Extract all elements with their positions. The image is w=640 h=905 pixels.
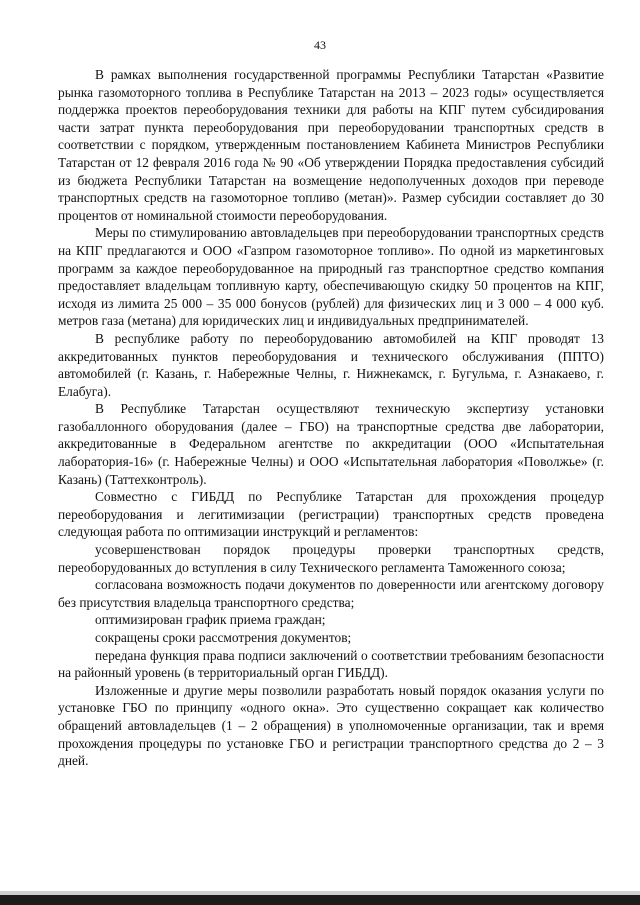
list-item-schedule: оптимизирован график приема граждан; [95, 612, 326, 628]
list-item-proxy-submission: согласована возможность подачи документов по доверенности или агентскому договору без присутствия владельца транспортного средства; [58, 577, 604, 610]
paragraph-subsidy-program: В рамках выполнения государственной программы Республики Татарстан «Развитие рынка газомоторного топлива в Республике Татарстан на 2013 – 2023 годы» осуществляется поддержка проектов переоборудования техники для работы на КПГ путем субсидирования части затрат пункта переоборудования при переоборудовании транспортных средств в соответствии с порядком, утвержденным постановлением Кабинета Министров Республики Татарстан от 12 февраля 2016 года № 90 «Об утверждении Порядка предоставления субсидий из бюджета Республики Татарстан на возмещение недополученных доходов при переводе транспортных средств на газомоторное топливо (метан)». Размер субсидии составляет до 30 процентов от номинальной стоимости переоборудования. [58, 67, 604, 223]
scan-edge-bar [0, 895, 640, 905]
document-body [58, 66, 604, 770]
list-item-inspection-procedure: усовершенствован порядок процедуры проверки транспортных средств, переоборудованных до вступления в силу Технического регламента Таможенного союза; [58, 542, 604, 575]
list-item-signature-delegation: передана функция права подписи заключений о соответствии требованиям безопасности на районный уровень (в территориальный орган ГИБДД). [58, 647, 604, 681]
paragraph-gibdd-cooperation: Совместно с ГИБДД по Республике Татарстан для прохождения процедур переоборудования и легитимизации (регистрации) транспортных средств проведена следующая работа по оптимизации инструкций и регламентов: [58, 489, 604, 540]
page-number: 43 [314, 38, 326, 52]
paragraph-one-window-conclusion: Изложенные и другие меры позволили разработать новый порядок оказания услуги по установке ГБО по принципу «одного окна». Это существенно сокращает как количество обращений автовладельцев (1 – 2 обращения) в уполномоченные организации, так и время прохождения процедуры по установке ГБО и регистрации транспортного средства до 2 – 3 дней. [58, 682, 604, 769]
paragraph-laboratories: В Республике Татарстан осуществляют техническую экспертизу установки газобаллонного оборудования (далее – ГБО) на транспортные средства две лаборатории, аккредитованные в Федеральном агентстве по аккредитации (ООО «Испытательная лаборатория-16» (г. Набережные Челны) и ООО «Испытательная лаборатория «Поволжье» (г. Казань) (Таттехконтроль). [58, 401, 604, 487]
paragraph-conversion-points: В республике работу по переоборудованию автомобилей на КПГ проводят 13 аккредитованных пунктов переоборудования и технического обслуживания (ППТО) автомобилей (г. Казань, г. Набережные Челны, г. Нижнекамск, г. Бугульма, г. Азнакаево, г. Елабуга). [58, 330, 604, 399]
paragraph-gazprom-measures: Меры по стимулированию автовладельцев при переоборудовании транспортных средств на КПГ предлагаются и ООО «Газпром газомоторное топливо». По одной из маркетинговых программ за каждое переоборудованное на природный газ транспортное средство компания предоставляет владельцам топливную карту, обеспечивающую скидку 50 процентов на КПГ, исходя из лимита 25 000 – 35 000 бонусов (рублей) для физических лиц и 3 000 – 4 000 куб. метров газа (метана) для юридических лиц и индивидуальных предпринимателей. [58, 225, 604, 329]
list-item-review-terms: сокращены сроки рассмотрения документов; [95, 630, 352, 645]
